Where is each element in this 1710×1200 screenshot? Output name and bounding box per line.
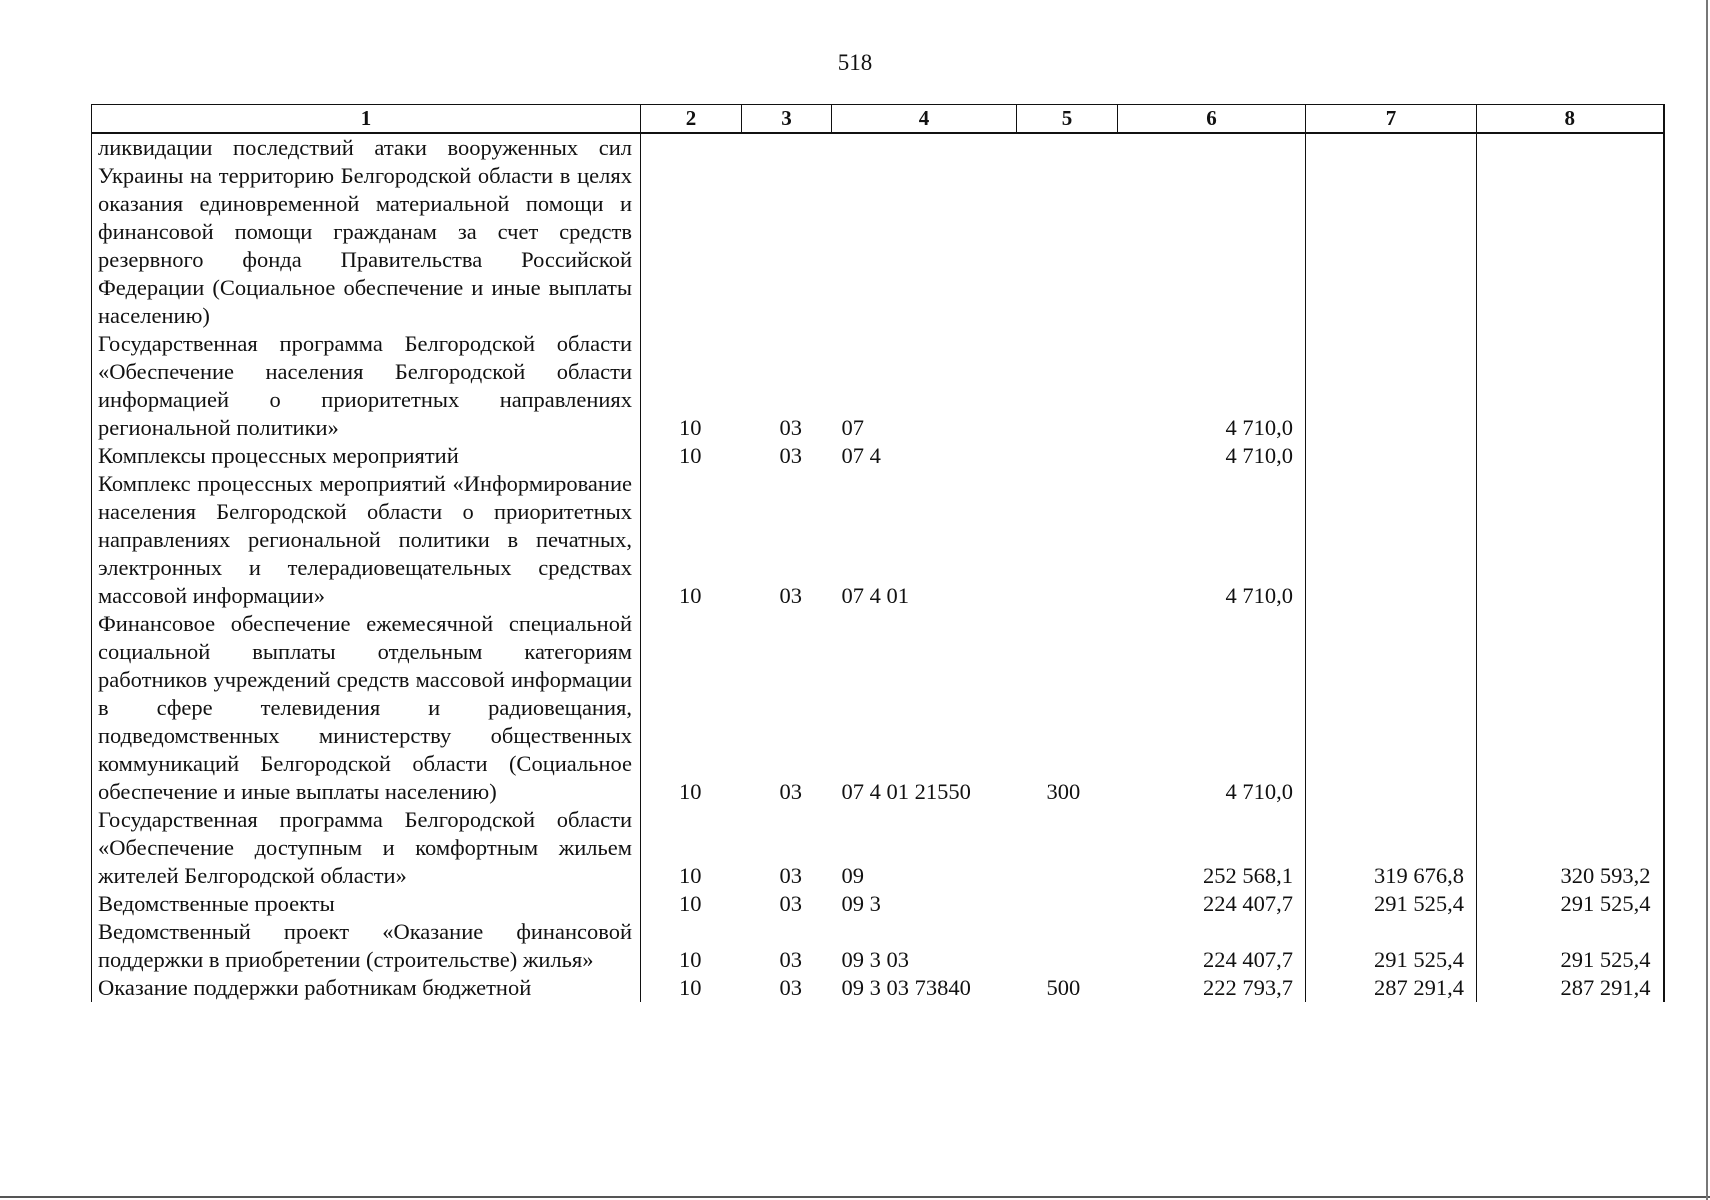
table-row (92, 330, 1664, 442)
header-col-2: 2 (641, 105, 742, 134)
row-description: Оказание поддержки работникам бюджетной (92, 974, 641, 1002)
row-col-4: 09 3 03 (841, 947, 909, 972)
table-body (92, 133, 1664, 1002)
row-col-7: 287 291,4 (1306, 974, 1477, 1002)
row-col-2: 10 (641, 974, 742, 1002)
row-col-8: 320 593,2 (1477, 806, 1664, 890)
row-col-4: 07 (841, 415, 864, 440)
page-bottom-edge (0, 1196, 1710, 1198)
row-col-2: 10 (641, 806, 742, 890)
header-col-1: 1 (92, 105, 641, 134)
row-col-7 (1306, 330, 1477, 442)
row-col-5 (1017, 442, 1118, 470)
row-col-5 (1017, 133, 1118, 330)
row-col-2: 10 (641, 890, 742, 918)
row-col-7: 319 676,8 (1306, 806, 1477, 890)
table-row (92, 974, 1664, 1002)
row-col-6: 4 710,0 (1118, 330, 1306, 442)
row-col-3: 03 (779, 947, 802, 972)
row-col-7 (1306, 470, 1477, 610)
row-col-5: 500 (1046, 975, 1081, 1000)
row-col-2: 10 (641, 442, 742, 470)
row-col-5: 300 (1046, 779, 1081, 804)
table-row (92, 890, 1664, 918)
row-col-8 (1477, 133, 1664, 330)
header-col-7: 7 (1306, 105, 1477, 134)
row-description: ликвидации последствий атаки вооруженных сил Украины на территорию Белгородской области в целях оказания единовременной материальной помощи и финансовой помощи гражданам за счет средств резервного фонда Правительства Российской Федерации (Социальное обеспечение и иные выплаты населению) (92, 133, 641, 330)
row-col-2: 10 (641, 918, 742, 974)
header-col-8: 8 (1477, 105, 1664, 134)
row-col-8 (1477, 442, 1664, 470)
row-col-6: 224 407,7 (1118, 918, 1306, 974)
table-row (92, 918, 1664, 974)
row-col-5 (1017, 806, 1118, 890)
row-col-8 (1477, 610, 1664, 806)
row-col-3: 03 (779, 443, 802, 468)
row-col-7 (1306, 610, 1477, 806)
budget-table (91, 104, 1665, 1002)
page-number: 518 (837, 50, 873, 75)
row-col-4 (832, 133, 1017, 330)
row-col-8 (1477, 330, 1664, 442)
row-col-5 (1017, 470, 1118, 610)
page-right-edge (1706, 0, 1708, 1200)
table-row (92, 610, 1664, 806)
row-col-7 (1306, 442, 1477, 470)
table-header-row (92, 105, 1664, 134)
row-col-8: 291 525,4 (1477, 918, 1664, 974)
row-col-2: 10 (641, 470, 742, 610)
row-col-5 (1017, 890, 1118, 918)
row-description: Государственная программа Белгородской области «Обеспечение населения Белгородской области информацией о приоритетных направлениях региональной политики» (92, 330, 641, 442)
row-col-3: 03 (779, 779, 802, 804)
row-col-2 (641, 133, 742, 330)
row-col-3: 03 (779, 583, 802, 608)
row-col-3: 03 (779, 975, 802, 1000)
row-col-4: 09 3 03 73840 (841, 975, 971, 1000)
row-col-4: 09 3 (841, 891, 881, 916)
row-col-4: 07 4 (841, 443, 881, 468)
table-row (92, 470, 1664, 610)
header-col-6: 6 (1118, 105, 1306, 134)
row-col-3 (742, 133, 832, 330)
row-col-7: 291 525,4 (1306, 890, 1477, 918)
row-col-6: 252 568,1 (1118, 806, 1306, 890)
row-col-6: 4 710,0 (1118, 442, 1306, 470)
row-description: Комплексы процессных мероприятий (92, 442, 641, 470)
row-col-3: 03 (779, 863, 802, 888)
row-col-8 (1477, 470, 1664, 610)
row-description: Ведомственные проекты (92, 890, 641, 918)
table-row (92, 442, 1664, 470)
row-col-8: 287 291,4 (1477, 974, 1664, 1002)
row-col-6: 4 710,0 (1118, 470, 1306, 610)
row-description: Финансовое обеспечение ежемесячной специальной социальной выплаты отдельным категориям работников учреждений средств массовой информации в сфере телевидения и радиовещания, подведомственных министерству общественных коммуникаций Белгородской области (Социальное обеспечение и иные выплаты населению) (92, 610, 641, 806)
row-description: Ведомственный проект «Оказание финансовой поддержки в приобретении (строительстве) жилья» (92, 918, 641, 974)
row-col-7 (1306, 133, 1477, 330)
table-row (92, 133, 1664, 330)
table-row (92, 806, 1664, 890)
row-col-4: 07 4 01 (841, 583, 909, 608)
row-col-4: 07 4 01 21550 (841, 779, 971, 804)
row-col-2: 10 (641, 330, 742, 442)
row-col-6: 4 710,0 (1118, 610, 1306, 806)
row-col-5 (1017, 918, 1118, 974)
row-col-3: 03 (779, 415, 802, 440)
row-col-8: 291 525,4 (1477, 890, 1664, 918)
row-description: Комплекс процессных мероприятий «Информирование населения Белгородской области о приоритетных направлениях региональной политики в печатных, электронных и телерадиовещательных средствах массовой информации» (92, 470, 641, 610)
row-col-3: 03 (779, 891, 802, 916)
row-col-2: 10 (641, 610, 742, 806)
row-description: Государственная программа Белгородской области «Обеспечение доступным и комфортным жильем жителей Белгородской области» (92, 806, 641, 890)
row-col-5 (1017, 330, 1118, 442)
header-col-4: 4 (832, 105, 1017, 134)
row-col-4: 09 (841, 863, 864, 888)
row-col-6: 224 407,7 (1118, 890, 1306, 918)
row-col-6 (1118, 133, 1306, 330)
header-col-5: 5 (1017, 105, 1118, 134)
row-col-7: 291 525,4 (1306, 918, 1477, 974)
row-col-6: 222 793,7 (1118, 974, 1306, 1002)
header-col-3: 3 (742, 105, 832, 134)
